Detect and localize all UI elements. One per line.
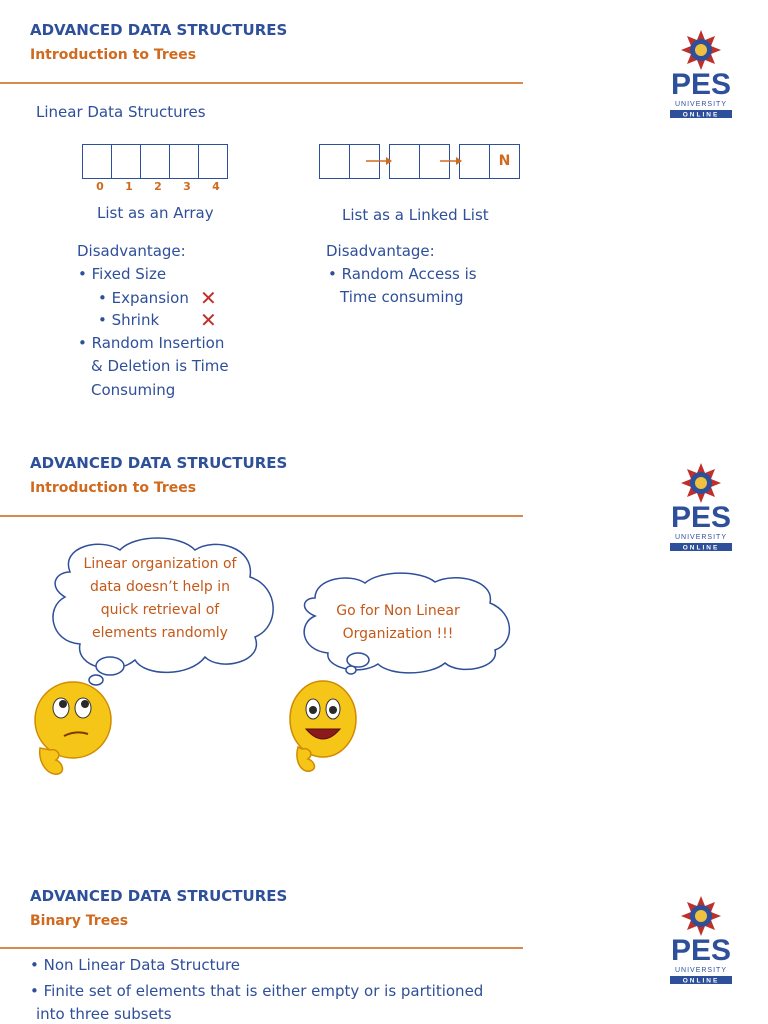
thought-line: Go for Non Linear (336, 603, 460, 619)
array-cell (111, 144, 141, 179)
bullet-finite-set-l1: • Finite set of elements that is either empty or is partitioned (30, 982, 484, 1000)
pes-logo (668, 896, 734, 992)
slide-header: ADVANCED DATA STRUCTURES (30, 21, 288, 39)
slide-header: ADVANCED DATA STRUCTURES (30, 454, 288, 472)
thought-line: quick retrieval of (100, 602, 220, 618)
bullet-expansion: • Expansion (98, 289, 189, 307)
list-disadvantage-label: Disadvantage: (326, 242, 435, 260)
bullet-random-insertion-l2: & Deletion is Time (91, 357, 229, 375)
slide-subheader: Introduction to Trees (30, 47, 197, 63)
array-index: 4 (212, 180, 220, 193)
thought-line: Linear organization of (83, 556, 237, 572)
section-title: Linear Data Structures (36, 103, 206, 121)
pes-emblem-icon (668, 896, 734, 992)
linked-list-caption: List as a Linked List (342, 206, 489, 224)
thought-bubble-text (60, 553, 260, 645)
slide-subheader: Binary Trees (30, 913, 129, 929)
svg-text:PES: PES (670, 934, 732, 967)
svg-text:ONLINE: ONLINE (682, 977, 720, 985)
header-divider (0, 82, 523, 84)
bullet-random-access-l1: • Random Access is (328, 265, 477, 283)
array-index: 2 (154, 180, 162, 193)
slide-linear-data-structures (0, 0, 768, 430)
svg-text:PES: PES (670, 501, 732, 534)
array-caption: List as an Array (97, 204, 214, 222)
svg-text:UNIVERSITY: UNIVERSITY (674, 967, 728, 974)
svg-text:UNIVERSITY: UNIVERSITY (674, 534, 728, 541)
pes-logo (668, 30, 734, 126)
array-index: 3 (183, 180, 191, 193)
pes-emblem-icon (668, 30, 734, 126)
array-cell (169, 144, 199, 179)
array-index: 1 (125, 180, 133, 193)
pes-logo (668, 463, 734, 559)
array-cell (82, 144, 112, 179)
bullet-fixed-size: • Fixed Size (78, 265, 167, 283)
thought-bubble-text (318, 600, 478, 646)
cross-icon: ✕ (200, 308, 217, 332)
bullet-random-insertion-l3: Consuming (91, 381, 176, 399)
cross-icon: ✕ (200, 286, 217, 310)
slide-subheader: Introduction to Trees (30, 480, 197, 496)
link-arrows (360, 153, 500, 169)
bullet-random-access-l2: Time consuming (340, 288, 464, 306)
bullet-random-insertion-l1: • Random Insertion (78, 334, 225, 352)
slide-intro-trees (0, 440, 768, 860)
svg-text:ONLINE: ONLINE (682, 544, 720, 552)
svg-text:UNIVERSITY: UNIVERSITY (674, 101, 728, 108)
array-disadvantage-label: Disadvantage: (77, 242, 186, 260)
svg-text:ONLINE: ONLINE (682, 111, 720, 119)
grinning-emoji-icon (286, 677, 361, 777)
header-divider (0, 947, 523, 949)
bullet-finite-set-l2: into three subsets (36, 1005, 172, 1023)
header-divider (0, 515, 523, 517)
slide-header: ADVANCED DATA STRUCTURES (30, 887, 288, 905)
bullet-shrink: • Shrink (98, 311, 160, 329)
node-null-cell: N (489, 144, 520, 179)
thinking-emoji-icon (28, 678, 118, 783)
svg-text:PES: PES (670, 68, 732, 101)
array-cell (140, 144, 170, 179)
array-index: 0 (96, 180, 104, 193)
array-cell (198, 144, 228, 179)
thought-line: Organization !!! (342, 626, 454, 642)
slide-binary-trees (0, 870, 768, 1024)
thought-line: elements randomly (92, 625, 228, 641)
thought-line: data doesn’t help in (89, 579, 231, 595)
bullet-non-linear: • Non Linear Data Structure (30, 956, 241, 974)
node-data-cell (319, 144, 350, 179)
pes-emblem-icon (668, 463, 734, 559)
